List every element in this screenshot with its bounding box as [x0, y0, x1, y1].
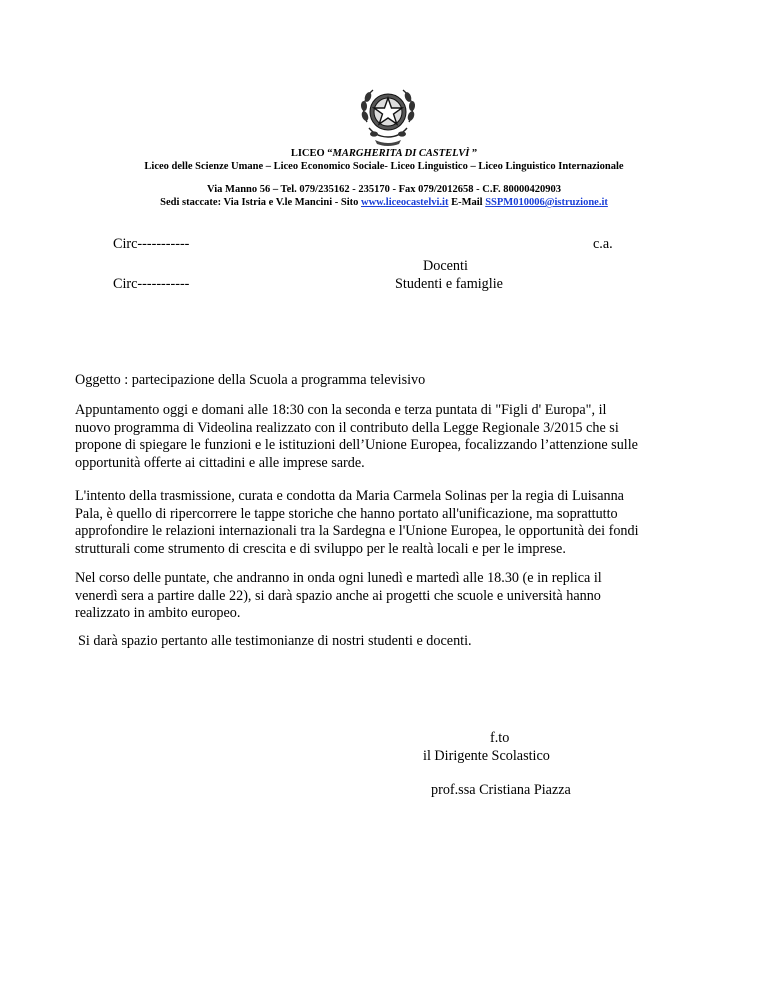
paragraph-line: propone di spiegare le funzioni e le istituzioni dell’Unione Europea, focalizzando l’attenzione sulle: [75, 437, 638, 454]
circular-number-2: Circ-----------: [113, 276, 190, 292]
signature-role: il Dirigente Scolastico: [423, 748, 550, 764]
site-link[interactable]: www.liceocastelvi.it: [360, 197, 449, 208]
paragraph-line: opportunità offerte ai cittadini e alle imprese sarde.: [75, 454, 365, 471]
paragraph-line: approfondire le relazioni internazionali tra la Sardegna e l'Unione Europea, le opportunità dei fondi: [75, 523, 639, 540]
email-link[interactable]: SSPM010006@istruzione.it: [485, 197, 608, 208]
paragraph-line: Si darà spazio pertanto alle testimonianze di nostri studenti e docenti.: [78, 633, 472, 649]
school-branches: Sedi staccate: Via Istria e V.le Mancini - Sito www.liceocastelvi.it E-Mail SSPM010006@istruzione.it: [160, 197, 608, 208]
school-title: LICEO “MARGHERITA DI CASTELVÌ ”: [290, 148, 478, 159]
recipient-docenti: Docenti: [423, 258, 468, 274]
paragraph-line: realizzato in ambito europeo.: [75, 605, 241, 622]
paragraph-line: Appuntamento oggi e domani alle 18:30 con la seconda e terza puntata di "Figli d' Europa", il: [75, 402, 607, 418]
paragraph-line: Pala, è quello di ripercorrere le tappe storiche che hanno portato all'unificazione, ma soprattutto: [75, 505, 618, 522]
school-subtitle: Liceo delle Scienze Umane – Liceo Economico Sociale- Liceo Linguistico – Liceo Linguistico Internazionale: [144, 161, 624, 172]
circular-number-1: Circ-----------: [113, 236, 190, 252]
paragraph-line: Nel corso delle puntate, che andranno in onda ogni lunedì e martedì alle 18.30 (e in replica il: [75, 570, 602, 586]
paragraph-line: strutturali come strumento di crescita e di sviluppo per le realtà locali e per le imprese.: [75, 540, 566, 557]
paragraph-1: [75, 402, 715, 472]
paragraph-3: [75, 570, 715, 623]
signature-fto: f.to: [490, 730, 510, 746]
subject-line: Oggetto : partecipazione della Scuola a programma televisivo: [75, 372, 426, 388]
paragraph-line: venerdì sera a partire dalle 22), si darà spazio anche ai progetti che scuole e università hanno: [75, 587, 601, 604]
paragraph-line: nuovo programma di Videolina realizzato con il contributo della Legge Regionale 3/2015 che si: [75, 419, 619, 436]
school-address: Via Manno 56 – Tel. 079/235162 - 235170 - Fax 079/2012658 - C.F. 80000420903: [207, 184, 561, 195]
republic-emblem-icon: [357, 82, 419, 148]
paragraph-line: L'intento della trasmissione, curata e condotta da Maria Carmela Solinas per la regia di Luisanna: [75, 488, 624, 504]
recipient-studenti: Studenti e famiglie: [395, 276, 503, 292]
paragraph-4: [78, 633, 718, 651]
paragraph-2: [75, 488, 715, 558]
signature-name: prof.ssa Cristiana Piazza: [431, 782, 571, 798]
ca-label: c.a.: [593, 236, 613, 252]
